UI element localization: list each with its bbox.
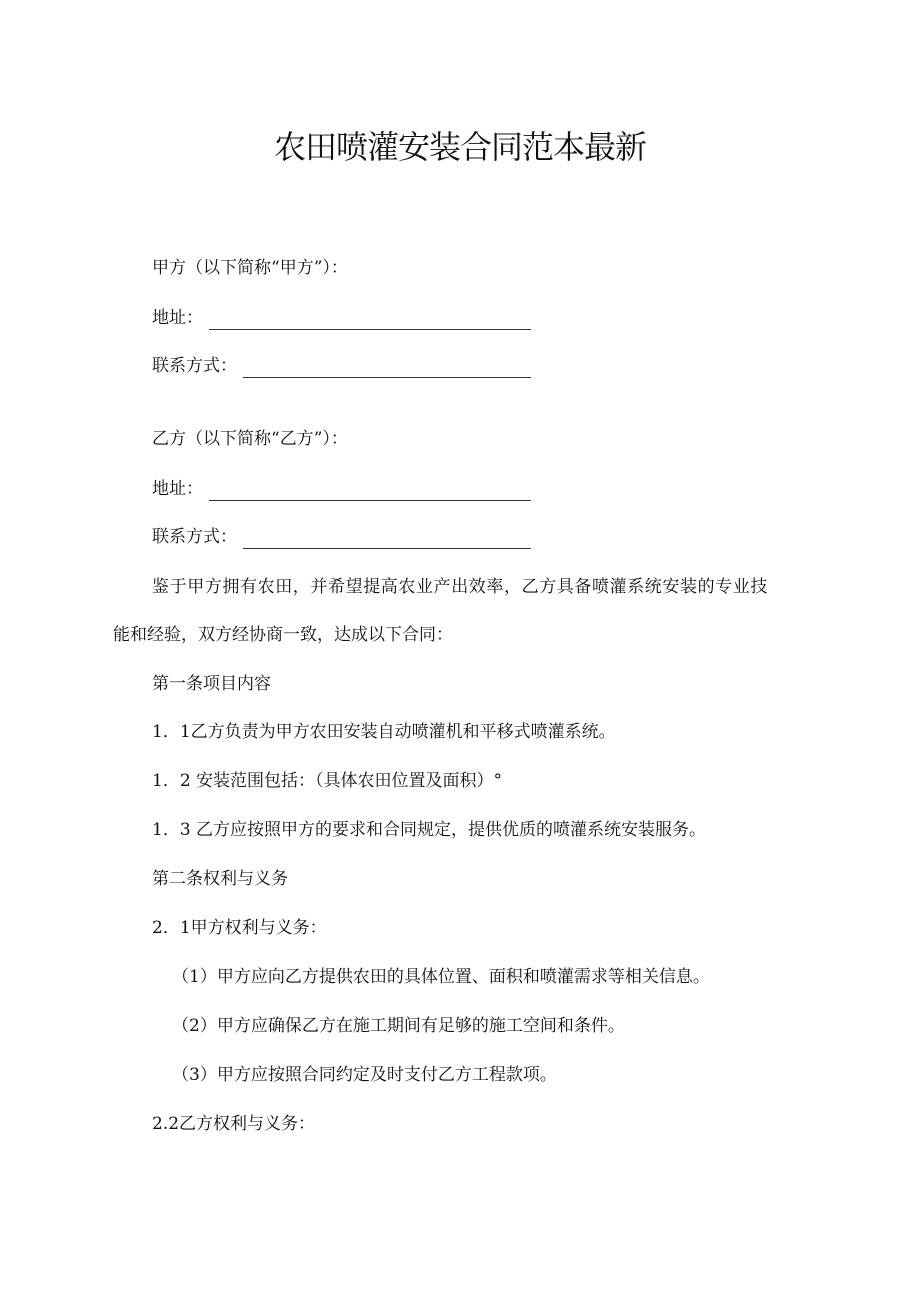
article-2-sub2-heading: 2.2乙方权利与义务： — [152, 1114, 316, 1134]
party-b-contact-field — [152, 525, 531, 549]
article-1-item-2: 1．2 安装范围包括：（具体农田位置及面积）° — [152, 771, 503, 791]
party-b-contact-label: 联系方式： — [152, 527, 237, 547]
party-a-address-blank — [209, 315, 531, 330]
article-2-sub1-heading: 2．1甲方权利与义务： — [152, 918, 327, 938]
article-1-item-3: 1．3 乙方应按照甲方的要求和合同规定，提供优质的喷灌系统安装服务。 — [152, 820, 707, 840]
article-2-sub1-item-1: （1）甲方应向乙方提供农田的具体位置、面积和喷灌需求等相关信息。 — [172, 967, 710, 987]
article-1-item-1: 1．1乙方负责为甲方农田安装自动喷灌机和平移式喷灌系统。 — [152, 722, 616, 742]
party-b-address-label: 地址： — [152, 479, 203, 499]
party-a-address-field — [152, 306, 531, 330]
party-a-contact-blank — [243, 363, 531, 378]
party-a-heading: 甲方（以下简称“甲方”）： — [152, 258, 348, 278]
party-a-address-label: 地址： — [152, 308, 203, 328]
article-2-sub1-item-2: （2）甲方应确保乙方在施工期间有足够的施工空间和条件。 — [172, 1016, 625, 1036]
document-title: 农田喷灌安装合同范本最新 — [273, 128, 646, 166]
preamble-line-1: 鉴于甲方拥有农田，并希望提高农业产出效率，乙方具备喷灌系统安装的专业技 — [152, 577, 768, 597]
article-2-sub1-item-3: （3）甲方应按照合同约定及时支付乙方工程款项。 — [172, 1065, 557, 1085]
party-b-contact-blank — [243, 534, 531, 549]
party-b-address-field — [152, 477, 531, 501]
article-2-heading: 第二条权利与义务 — [152, 869, 288, 889]
preamble-line-2: 能和经验，双方经协商一致，达成以下合同： — [113, 625, 453, 645]
party-b-heading: 乙方（以下简称“乙方”）： — [152, 429, 348, 449]
party-a-contact-field — [152, 354, 531, 378]
article-1-heading: 第一条项目内容 — [152, 674, 271, 694]
party-a-contact-label: 联系方式： — [152, 356, 237, 376]
party-b-address-blank — [209, 486, 531, 501]
